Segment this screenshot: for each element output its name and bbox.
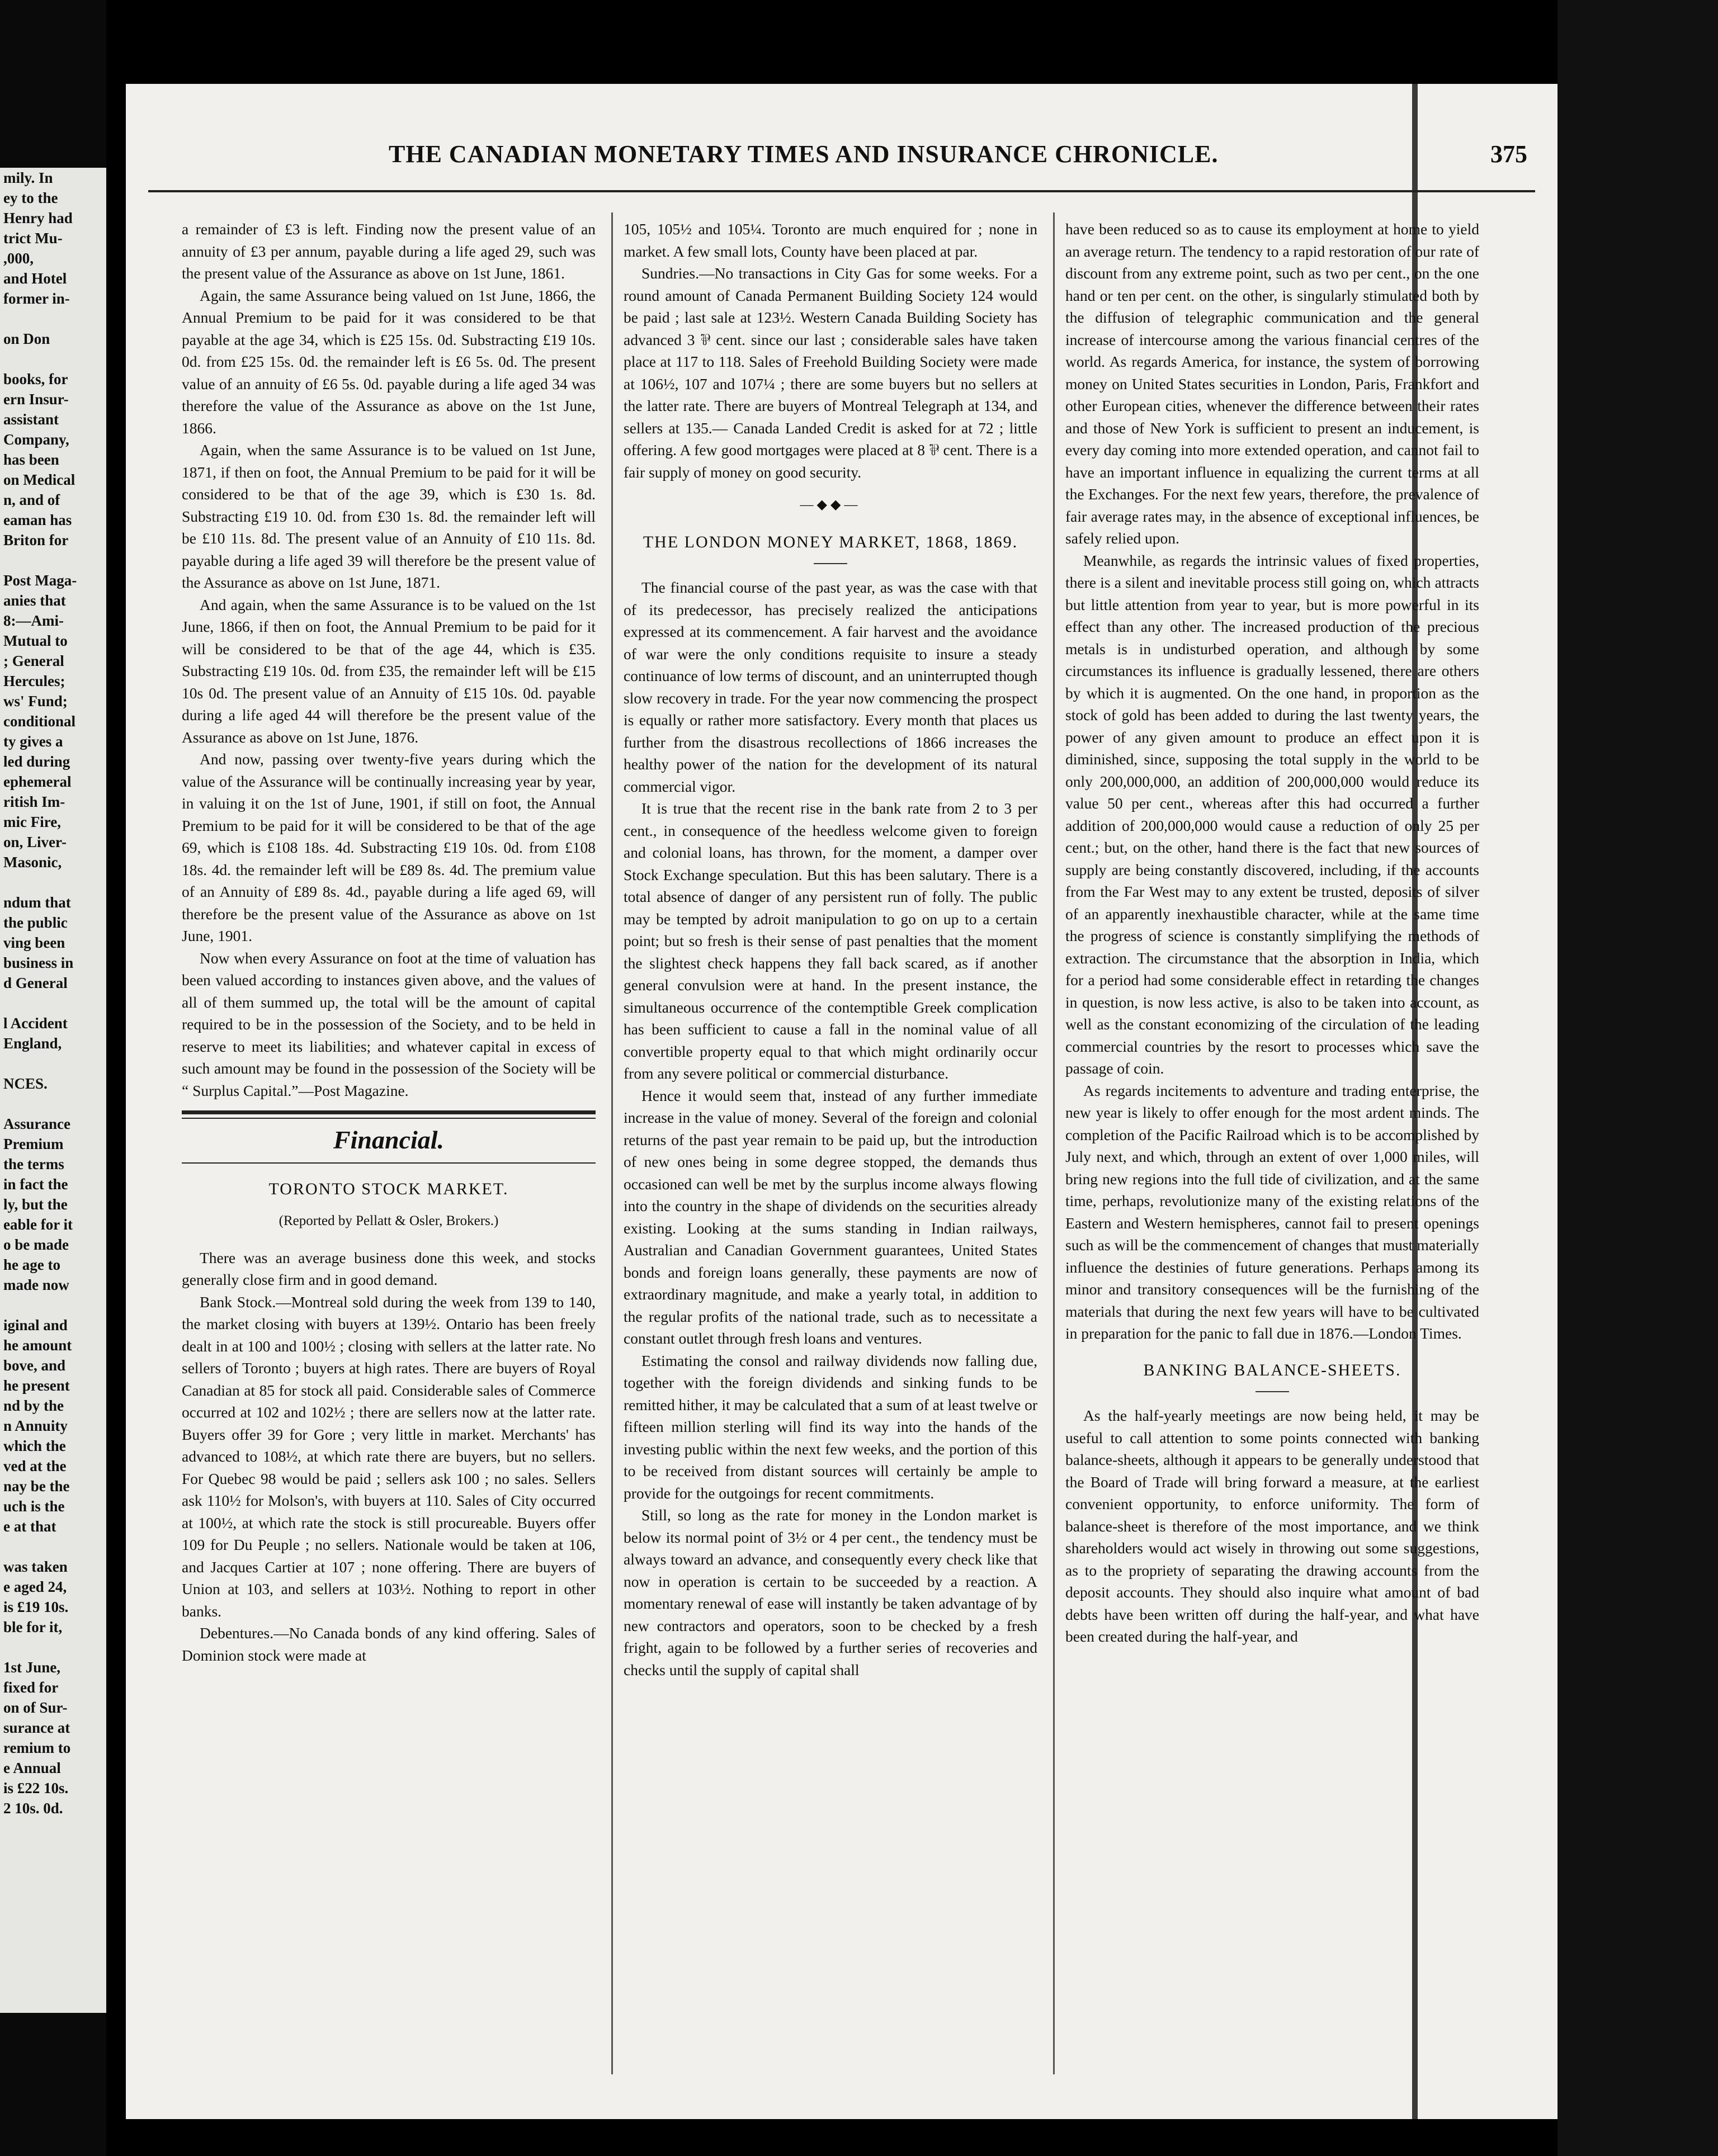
header-rule — [148, 190, 1535, 192]
margin-fragment: which the — [3, 1438, 66, 1454]
scanner-background — [1557, 0, 1718, 2156]
margin-fragment: ved at the — [3, 1458, 67, 1474]
margin-fragment: trict Mu- — [3, 230, 63, 247]
reported-by-line: (Reported by Pellatt & Osler, Brokers.) — [279, 1213, 499, 1228]
column-rule-2 — [1053, 212, 1055, 2074]
margin-fragment: England, — [3, 1035, 62, 1052]
section-rule — [182, 1110, 596, 1114]
margin-fragment: on Don — [3, 330, 50, 347]
page-title: THE CANADIAN MONETARY TIMES AND INSURANCE CHRONICLE. — [389, 140, 1219, 168]
margin-fragment: iginal and — [3, 1317, 68, 1334]
paragraph: Meanwhile, as regards the intrinsic values of fixed properties, there is a silent and inevitable process still going on, which attracts but little attention from year to year, but is more powerful in its effect than any other. The increased production of the precious metals is in undisturbed operation, and although by some circumstances its influence is gradually lessened, there are others by which it is augmented. On the one hand, in proportion as the stock of gold has been added to during the last twenty years, the power of any given amount to produce an effect upon it is diminished, since, supposing the total supply in the world to be only 200,000,000, an addition of 200,000,000 would reduce its value 50 per cent., whereas after this had occurred a further addition of 200,000,000 would cause a reduction of only 25 per cent.; but, on the other, hand there is the fact that new sources of supply are being constantly discovered, including, if the accounts from the Far West may to any extent be trusted, deposits of silver of an apparently inexhaustible character, while at the same time the progress of science is constantly simplifying the methods of extraction. The circumstance that the absorption in India, which for a period had some considerable effect in retarding the changes in question, is now less active, is also to be taken into account, as well as the constant economizing of the circulation of the leading commercial countries by the resort to processes which save the passage of coin. — [1065, 551, 1479, 1077]
paragraph: Now when every Assurance on foot at the time of valuation has been valued according to instances given above, and the values of all of them summed up, the total will be the amount of capital required to be in the possession of the Society, and to be held in reserve to meet its liabilities; and whatever capital in excess of such amount may be found in the possession of the Society will be “ Surplus Capital.”—Post Magazine. — [182, 949, 596, 1099]
margin-fragment: business in — [3, 954, 74, 971]
margin-fragment — [3, 872, 106, 892]
margin-fragment: 2 10s. 0d. — [3, 1800, 63, 1817]
margin-fragment: bove, and — [3, 1357, 66, 1374]
margin-fragment: nd by the — [3, 1397, 64, 1414]
binding-gutter — [106, 0, 129, 2156]
margin-fragment: Assurance — [3, 1115, 70, 1132]
margin-fragment: Briton for — [3, 532, 69, 549]
paragraph: Again, when the same Assurance is to be valued on 1st June, 1871, if then on foot, the Annual Premium to be paid for it will be considered to be that of the age 39, which is £30 1s. 8d. Substracting £19 10. 0d. from £30 1s. 8d. the remainder left will be £10 11s. 8d. The present value of an Annuity of £10 11s. 8d. payable during a life aged 39 will therefore be the present value of the Assurance as above on 1st June, 1871. — [182, 441, 596, 591]
margin-fragment: ; General — [3, 653, 64, 669]
margin-fragment: ty gives a — [3, 733, 63, 750]
margin-fragment: he present — [3, 1377, 70, 1394]
margin-fragment: ving been — [3, 934, 65, 951]
banking-balance-sheets-heading: BANKING BALANCE-SHEETS. — [1143, 1360, 1401, 1379]
margin-fragment: uch is the — [3, 1498, 65, 1515]
margin-fragment: e at that — [3, 1518, 56, 1535]
margin-fragment: n, and of — [3, 491, 60, 508]
column-2 — [624, 218, 1037, 1681]
paragraph: There was an average business done this week, and stocks generally close firm and in good demand. — [182, 1249, 596, 1288]
margin-fragment: eable for it — [3, 1216, 73, 1233]
margin-fragment: ly, but the — [3, 1196, 68, 1213]
margin-fragment: he amount — [3, 1337, 72, 1354]
page-number: 375 — [1490, 140, 1527, 168]
margin-fragment: n Annuity — [3, 1417, 68, 1434]
margin-fragment: d General — [3, 975, 68, 991]
paragraph: As regards incitements to adventure and trading enterprise, the new year is likely to offer enough for the most ardent minds. The completion of the Pacific Railroad which is to be accomplished by July next, and which, through an extent of over 1,000 miles, will bring new regions into the full tide of civilization, and at the same time, perhaps, revolutionize many of the existing relations of the Eastern and Western hemispheres, cannot fail to present openings such as will be the commencement of changes that must materially influence the destinies of future generations. Perhaps among its minor and transitory consequences will be the furnishing of the materials that during the next few years will have to be cultivated in preparation for the panic to fall due in 1876.—London Times. — [1065, 1081, 1479, 1342]
margin-fragment — [3, 1295, 106, 1315]
paragraph: Still, so long as the rate for money in the London market is below its normal point of 3½ or 4 per cent., the tendency must be always toward an advance, and consequently every check like that now in operation is certain to be succeeded by a reaction. A momentary renewal of ease will instantly be taken advantage of by new contractors and operators, soon to be checked by a fresh fright, again to be followed by a further series of recoveries and checks until the supply of capital shall — [624, 1506, 1037, 1679]
margin-fragment: was taken — [3, 1558, 68, 1575]
margin-fragment — [3, 1094, 106, 1114]
margin-fragment: Hercules; — [3, 673, 65, 689]
margin-fragment: o be made — [3, 1236, 69, 1253]
margin-fragment: led during — [3, 753, 70, 770]
margin-fragment: mic Fire, — [3, 814, 61, 830]
paragraph: The financial course of the past year, as was the case with that of its predecessor, has precisely realized the anticipations expressed at its commencement. A fair harvest and the avoidance of war were the only conditions requisite to insure a steady continuance of low terms of discount, and an uninterrupted though slow recovery in trade. For the year now commencing the prospect is equally or rather more satisfactory. Every month that places us further from the disastrous recollections of 1866 increases the healthy power of the nation for the development of its natural commercial vigor. — [624, 579, 1037, 795]
paragraph: Hence it would seem that, instead of any further immediate increase in the value of money. Several of the foreign and colonial returns of the past year remain to be paid up, but the introduction of new ones being in some degree stopped, the demands thus occasioned can well be met by the surplus income always flowing into the country in the shape of dividends on the securities already existing. Looking at the sums standing in Indian railways, Australian and Canadian Government guarantees, United States bonds and foreign loans generally, these payments are now of extraordinary magnitude, and make a yearly total, in addition to the regular profits of the national trade, such as to necessitate a constant outlet through fresh loans and ventures. — [624, 1086, 1037, 1347]
margin-fragment: l Accident — [3, 1015, 68, 1032]
margin-fragment: in fact the — [3, 1176, 68, 1193]
margin-fragment: remium to — [3, 1739, 71, 1756]
margin-fragment: books, for — [3, 371, 68, 387]
margin-fragment: ,000, — [3, 250, 34, 267]
margin-fragment: surance at — [3, 1719, 70, 1736]
margin-fragment: is £22 10s. — [3, 1780, 69, 1796]
margin-fragment — [3, 349, 106, 369]
margin-fragment: former in- — [3, 290, 70, 307]
margin-fragment: e aged 24, — [3, 1578, 67, 1595]
paragraph: Again, the same Assurance being valued on 1st June, 1866, the Annual Premium to be paid for it was considered to be that payable at the age 34, which is £25 15s. 0d. Substracting £19 10s. 0d. from £25 15s. 0d. the remainder left is £6 5s. 0d. The present value of an annuity of £6 5s. 0d. payable during a life aged 34 was therefore the value of the Assurance as above on the 1st June, 1866. — [182, 286, 596, 437]
margin-fragment: Mutual to — [3, 632, 68, 649]
previous-page-edge — [0, 0, 117, 2156]
paragraph: have been reduced so as to cause its employment at home to yield an average return. The tendency to a rapid restoration of our rate of discount from any extreme point, such as two per cent., on the one hand or ten per cent. on the other, is singularly stimulated both by the diffusion of telegraphic communication and the general increase of intercourse among the various financial centres of the world. As regards America, for instance, the system of borrowing money on United States securities in London, Paris, Frankfort and other European cities, whenever the difference between their rates and those of New York is sufficient to present an inducement, is every day coming into more extended operation, and cannot fail to have an important influence in equalizing the current terms at all the Exchanges. For the next few years, therefore, the prevalence of fair average rates may, in the absence of exceptional influences, be safely relied upon. — [1065, 220, 1479, 547]
financial-heading: Financial. — [333, 1126, 445, 1154]
margin-fragment: conditional — [3, 713, 76, 730]
margin-fragment: ritish Im- — [3, 793, 65, 810]
margin-fragment: on of Sur- — [3, 1699, 68, 1716]
paragraph: Bank Stock.—Montreal sold during the week from 139 to 140, the market closing with buyers at 139½. Ontario has been freely dealt in at 100 and 100½ ; closing with sellers at the latter rate. No sellers of Toronto ; buyers at high rates. There are buyers of Royal Canadian at 85 for stock all paid. Considerable sales of Commerce occurred at 102 and 102½ ; there are sellers now at the latter rate. Buyers offer 39 for Gore ; very little in market. Merchants' has advanced to 108½, at which rate there are buyers, but no sellers. For Quebec 98 would be paid ; sellers ask 100 ; no sales. Sellers ask 110½ for Molson's, with buyers at 110. Sales of City occurred at 100½, at which rate the stock is still procureable. Buyers offer 109 for Du Peuple ; no sellers. Nationale would be taken at 106, and Jacques Cartier at 107 ; none offering. There are buyers of Union at 103, and sellers at 103½. Nothing to report in other banks. — [182, 1293, 596, 1620]
margin-fragment: NCES. — [3, 1075, 48, 1092]
paragraph: It is true that the recent rise in the bank rate from 2 to 3 per cent., in consequence of the heedless welcome given to foreign and colonial loans, has thrown, for the moment, a damper over Stock Exchange speculation. But this has been salutary. There is a total absence of danger of any persistent run of folly. The public may be tempted by adroit manipulation to go on up to a certain point; but so fresh is their sense of past penalties that the moment the slightest check happens they fall back scared, as if another general convulsion were at hand. In the present instance, the simultaneous occurrence of the contemptible Greek complication has been sufficient to cause a fall in the nominal value of all convertible property equal to that which might ordinarily occur from any severe political or commercial disturbance. — [624, 800, 1037, 1082]
margin-fragment — [3, 1637, 106, 1657]
margin-fragment — [3, 1053, 106, 1074]
margin-fragment: ble for it, — [3, 1619, 63, 1635]
margin-fragment: and Hotel — [3, 270, 67, 287]
paragraph: 105, 105½ and 105¼. Toronto are much enquired for ; none in market. A few small lots, County have been placed at par. — [624, 220, 1037, 260]
margin-fragment: e Annual — [3, 1760, 61, 1776]
margin-fragment — [3, 309, 106, 329]
section-rule-thin — [182, 1118, 596, 1119]
margin-fragment: Company, — [3, 431, 69, 448]
paragraph: Debentures.—No Canada bonds of any kind offering. Sales of Dominion stock were made at — [182, 1624, 596, 1664]
margin-fragment: made now — [3, 1276, 69, 1293]
margin-fragment: eaman has — [3, 512, 72, 528]
margin-fragment: ws' Fund; — [3, 693, 68, 710]
margin-fragment: Henry had — [3, 210, 73, 226]
paragraph: a remainder of £3 is left. Finding now the present value of an annuity of £3 per annum, payable during a life aged 29, such was the present value of the Assurance as above on 1st June, 1861. — [182, 220, 596, 282]
paragraph: And again, when the same Assurance is to be valued on the 1st June, 1866, if then on foot, the Annual Premium to be paid for it will be considered to be that of the age 44, which is £35. Substracting £19 10s. 0d. from £35, the remainder left will be £15 10s 0d. The present value of an Annuity of £15 10s. 0d. payable during a life aged 44 will therefore be the present value of the Assurance as above on 1st June, 1876. — [182, 595, 596, 746]
margin-fragment: mily. In — [3, 169, 53, 186]
margin-fragment: he age to — [3, 1256, 60, 1273]
margin-fragment: 8:—Ami- — [3, 612, 64, 629]
heading-dash — [1256, 1391, 1289, 1392]
column-1 — [182, 218, 596, 1666]
toronto-stock-market-heading: TORONTO STOCK MARKET. — [268, 1179, 509, 1198]
previous-page-text-fragments — [0, 168, 106, 2013]
column-3 — [1065, 218, 1479, 1648]
margin-fragment: ern Insur- — [3, 391, 69, 408]
margin-fragment: 1st June, — [3, 1659, 61, 1676]
margin-fragment: has been — [3, 451, 59, 468]
margin-fragment: on Medical — [3, 471, 75, 488]
margin-fragment: is £19 10s. — [3, 1599, 69, 1615]
london-money-market-heading: THE LONDON MONEY MARKET, 1868, 1869. — [643, 532, 1018, 551]
section-rule-thin — [182, 1162, 596, 1164]
paragraph: And now, passing over twenty-five years during which the value of the Assurance will be continually increasing year by year, in valuing it on the 1st of June, 1901, if still on foot, the Annual Premium to be paid for it will be considered to be that of the age 69, which is £108 18s. 4d. Substracting £19 10s. 0d. from £108 18s. 4d. the remainder left will be £89 8s. 4d. The premium value of an Annuity of £89 8s. 4d., payable during a life aged 69, will therefore be the present value of the Assurance as above on 1st June, 1901. — [182, 750, 596, 944]
margin-fragment: ndum that — [3, 894, 71, 911]
margin-fragment — [3, 993, 106, 1013]
section-ornament: —◆◆— — [800, 498, 861, 512]
margin-fragment — [3, 550, 106, 570]
paragraph: Sundries.—No transactions in City Gas for some weeks. For a round amount of Canada Permanent Building Society 124 would be paid ; last sale at 123½. Western Canada Building Society has advanced 3 ⅌ cent. since our last ; considerable sales have taken place at 117 to 118. Sales of Freehold Building Society were made at 106½, 107 and 107¼ ; there are some buyers but no sellers at the latter rate. There are buyers of Montreal Telegraph at 134, and sellers at 135.— Canada Landed Credit is asked for at 72 ; little offering. A few good mortgages were placed at 8 ⅌ cent. There is a fair supply of money on good security. — [624, 264, 1037, 481]
margin-fragment: ephemeral — [3, 773, 72, 790]
margin-fragment: Masonic, — [3, 854, 62, 871]
margin-fragment — [3, 1536, 106, 1557]
margin-fragment: nay be the — [3, 1478, 70, 1495]
margin-fragment: anies that — [3, 592, 66, 609]
margin-fragment: Post Maga- — [3, 572, 77, 589]
column-rule-1 — [611, 212, 613, 2074]
paragraph: As the half-yearly meetings are now being held, it may be useful to call attention to some points connected with banking balance-sheets, although it appears to be generally understood that the Board of Trade will bring forward a measure, at the earliest convenient opportunity, to enforce uniformity. The form of balance-sheet is therefore of the most importance, and we think shareholders would act wisely in throwing out some suggestions, as to the propriety of separating the drawing accounts from the deposit accounts. They should also inquire what amount of bad debts have been written off during the half-year, and what have been created during the half-year, and — [1065, 1407, 1479, 1645]
margin-fragment: ey to the — [3, 190, 58, 206]
margin-fragment: the public — [3, 914, 68, 931]
paragraph: Estimating the consol and railway dividends now falling due, together with the foreign dividends and sinking funds to be remitted hither, it may be calculated that a sum of at least twelve or fifteen million sterling will find its way into the hands of the investing public within the next few weeks, and the portion of this to be received from distant sources will certainly be ample to provide for the outgoings for recent commitments. — [624, 1351, 1037, 1502]
page-header — [126, 129, 1557, 196]
margin-fragment: the terms — [3, 1156, 64, 1172]
margin-fragment: fixed for — [3, 1679, 59, 1696]
newspaper-page — [126, 84, 1557, 2119]
heading-dash — [814, 563, 847, 564]
margin-fragment: assistant — [3, 411, 59, 428]
margin-fragment: on, Liver- — [3, 834, 67, 850]
margin-fragment: Premium — [3, 1136, 64, 1152]
